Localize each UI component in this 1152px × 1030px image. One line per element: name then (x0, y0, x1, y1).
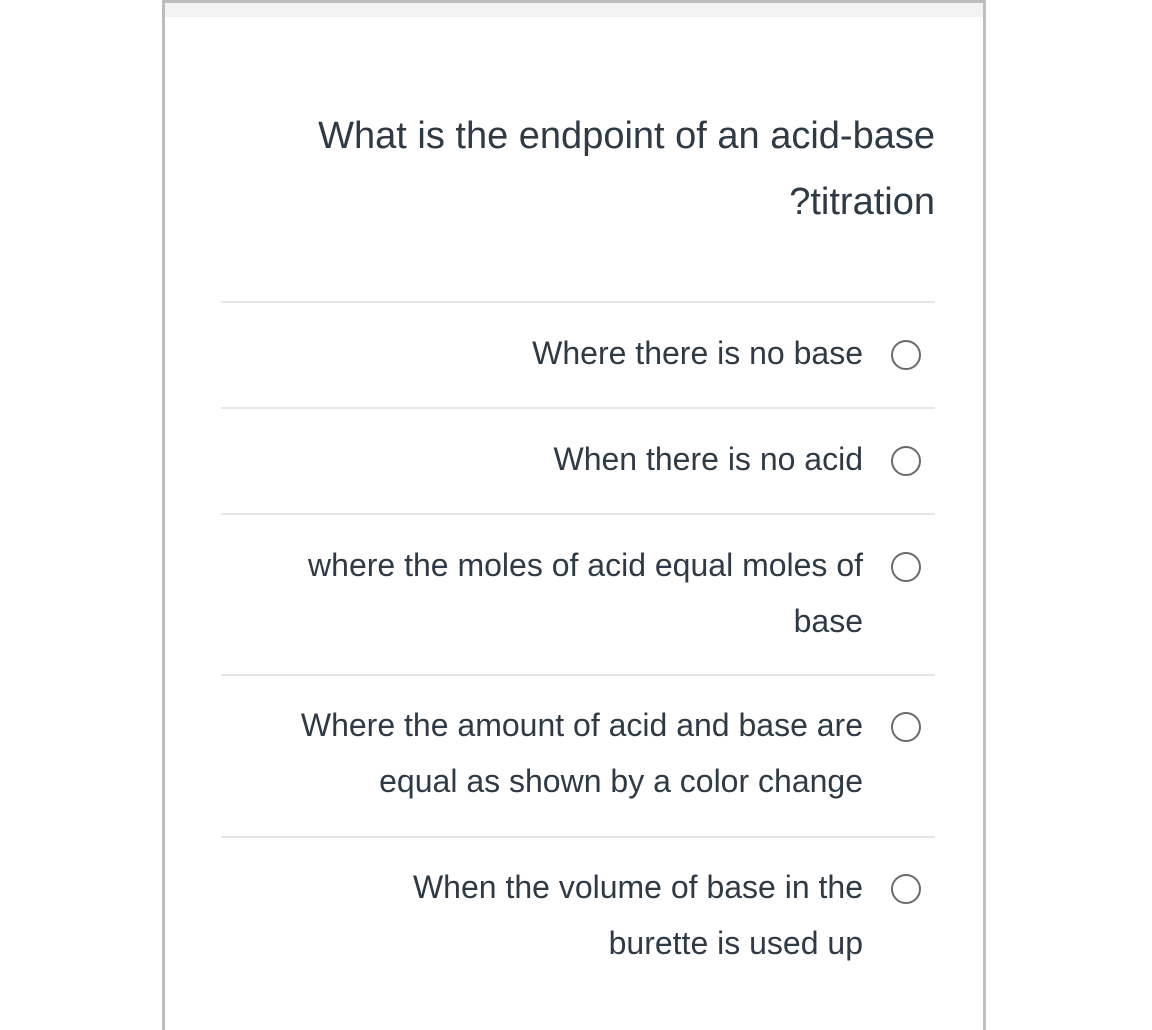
answer-option-4[interactable] (221, 697, 935, 815)
radio-button[interactable] (891, 552, 921, 582)
answer-option-label: When the volume of base in the burette is used up (412, 869, 863, 961)
divider (221, 836, 935, 838)
answer-option-5[interactable] (221, 859, 935, 977)
answer-option-2[interactable] (221, 431, 935, 491)
question-card (162, 0, 986, 1030)
answer-option-1[interactable] (221, 325, 935, 385)
radio-button[interactable] (891, 712, 921, 742)
radio-button[interactable] (891, 340, 921, 370)
divider (221, 407, 935, 409)
divider (221, 301, 935, 303)
divider (221, 674, 935, 676)
divider (221, 513, 935, 515)
answer-option-label: Where the amount of acid and base are equal as shown by a color change (300, 707, 863, 799)
question-text: What is the endpoint of an acid-base titration? (318, 115, 935, 223)
answer-option-label: Where there is no base (532, 335, 863, 371)
answer-option-label: where the moles of acid equal moles of base (308, 547, 863, 639)
answer-option-3[interactable] (221, 537, 935, 655)
radio-button[interactable] (891, 446, 921, 476)
answer-option-label: When there is no acid (553, 441, 863, 477)
card-top-strip (165, 3, 983, 17)
radio-button[interactable] (891, 874, 921, 904)
